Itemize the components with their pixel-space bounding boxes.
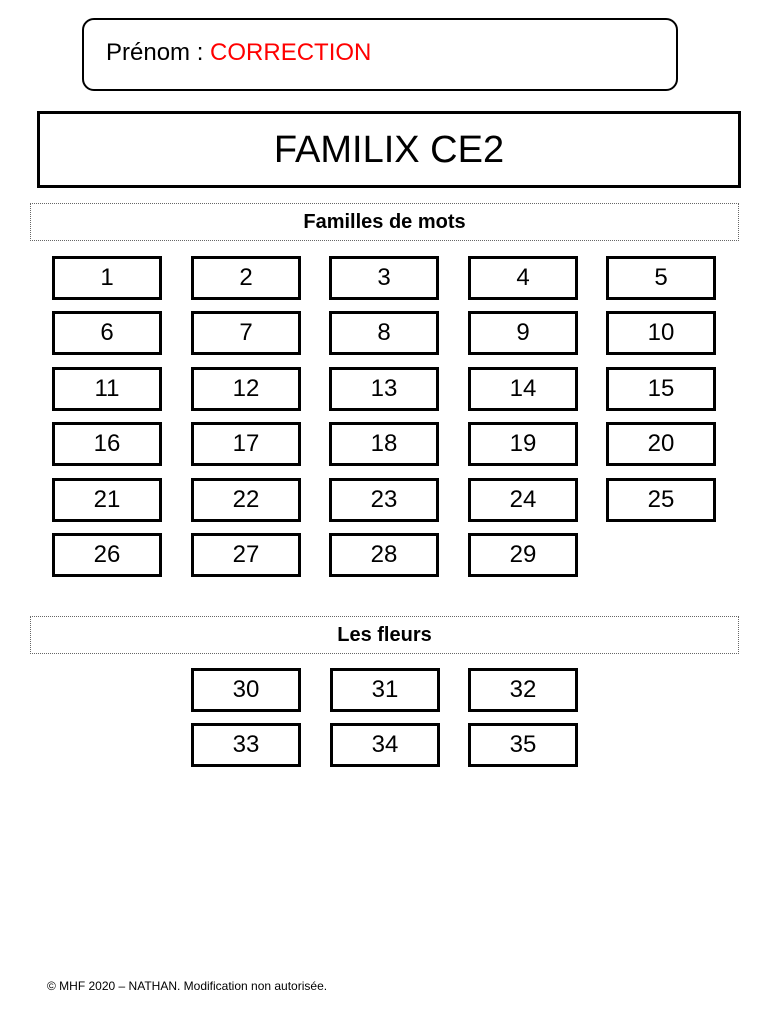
number-box[interactable]: 23 xyxy=(329,478,439,522)
name-value: CORRECTION xyxy=(210,39,372,66)
number-box[interactable]: 7 xyxy=(191,311,301,355)
footer-copyright: © MHF 2020 – NATHAN. Modification non autorisée. xyxy=(47,979,328,993)
number-box[interactable]: 1 xyxy=(52,256,162,300)
number-box[interactable]: 6 xyxy=(52,311,162,355)
number-box[interactable]: 17 xyxy=(191,422,301,466)
number-box[interactable]: 19 xyxy=(468,422,578,466)
number-box[interactable]: 31 xyxy=(330,668,440,712)
number-box[interactable]: 27 xyxy=(191,533,301,577)
number-box[interactable]: 5 xyxy=(606,256,716,300)
number-box[interactable]: 12 xyxy=(191,367,301,411)
name-box xyxy=(82,18,678,91)
number-box[interactable]: 30 xyxy=(191,668,301,712)
number-box[interactable]: 11 xyxy=(52,367,162,411)
number-box[interactable]: 32 xyxy=(468,668,578,712)
number-box[interactable]: 24 xyxy=(468,478,578,522)
number-box[interactable]: 22 xyxy=(191,478,301,522)
number-box[interactable]: 35 xyxy=(468,723,578,767)
number-box[interactable]: 2 xyxy=(191,256,301,300)
number-box[interactable]: 10 xyxy=(606,311,716,355)
number-box[interactable]: 15 xyxy=(606,367,716,411)
number-box[interactable]: 21 xyxy=(52,478,162,522)
number-box[interactable]: 4 xyxy=(468,256,578,300)
number-box[interactable]: 26 xyxy=(52,533,162,577)
section-label-familles: Familles de mots xyxy=(303,210,466,233)
number-box[interactable]: 13 xyxy=(329,367,439,411)
number-box[interactable]: 25 xyxy=(606,478,716,522)
number-box[interactable]: 28 xyxy=(329,533,439,577)
number-box[interactable]: 8 xyxy=(329,311,439,355)
number-box[interactable]: 3 xyxy=(329,256,439,300)
title-box xyxy=(37,111,741,188)
number-box[interactable]: 33 xyxy=(191,723,301,767)
section-header-fleurs xyxy=(30,616,739,654)
section-header-familles xyxy=(30,203,739,241)
name-label: Prénom : xyxy=(106,39,204,66)
number-box[interactable]: 16 xyxy=(52,422,162,466)
number-box[interactable]: 18 xyxy=(329,422,439,466)
number-box[interactable]: 9 xyxy=(468,311,578,355)
number-box[interactable]: 29 xyxy=(468,533,578,577)
number-box[interactable]: 14 xyxy=(468,367,578,411)
page-title: FAMILIX CE2 xyxy=(273,128,505,171)
number-box[interactable]: 20 xyxy=(606,422,716,466)
name-line xyxy=(106,39,371,67)
section-label-fleurs: Les fleurs xyxy=(337,623,432,646)
number-box[interactable]: 34 xyxy=(330,723,440,767)
